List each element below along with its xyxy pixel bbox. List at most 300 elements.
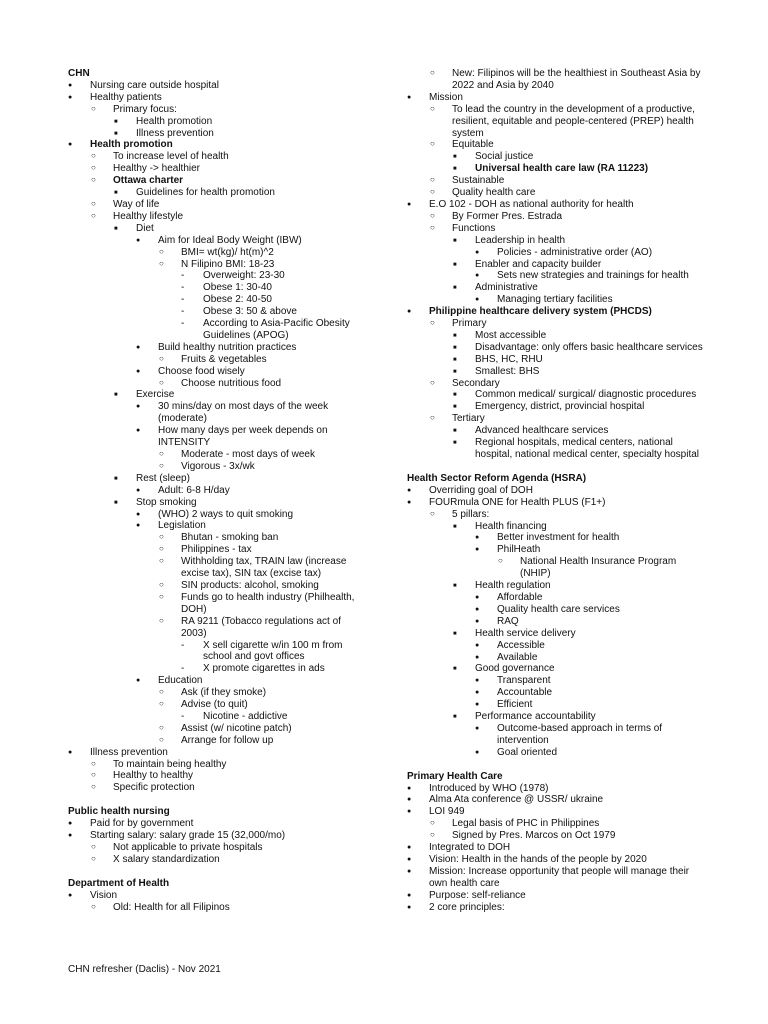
item-text: Guidelines for health promotion xyxy=(136,187,275,199)
bullet-circle-icon xyxy=(159,259,173,271)
list-item xyxy=(68,449,368,461)
item-text: 5 pillars: xyxy=(452,508,490,520)
list-item xyxy=(68,294,368,306)
item-text: Funds go to health industry (Philhealth, DOH) xyxy=(181,591,355,615)
list-item xyxy=(407,223,707,235)
bullet-dash-icon xyxy=(181,640,195,652)
section-heading xyxy=(68,806,368,818)
list-item xyxy=(68,187,368,199)
list-item xyxy=(68,199,368,211)
list-item xyxy=(407,92,707,104)
item-text: Healthy patients xyxy=(90,91,162,103)
item-text: Goal oriented xyxy=(497,746,558,758)
list-item xyxy=(407,866,707,890)
list-item xyxy=(407,842,707,854)
list-item xyxy=(407,139,707,151)
bullet-circle-icon xyxy=(91,759,105,771)
item-text: Arrange for follow up xyxy=(181,734,274,746)
list-item xyxy=(407,401,707,413)
list-item xyxy=(407,509,707,521)
section-gap xyxy=(407,461,707,473)
item-text: Healthy -> healthier xyxy=(113,163,200,175)
item-text: Exercise xyxy=(136,389,175,401)
list-item xyxy=(68,818,368,830)
list-item xyxy=(407,437,707,461)
list-item xyxy=(407,68,707,92)
list-item xyxy=(68,80,368,92)
bullet-circle-icon xyxy=(430,413,444,425)
item-text: Overweight: 23-30 xyxy=(203,270,285,282)
list-item xyxy=(407,294,707,306)
bullet-circle-icon xyxy=(159,580,173,592)
list-item xyxy=(407,747,707,759)
item-text: Philippine healthcare delivery system (PHCDS) xyxy=(429,306,652,318)
list-item xyxy=(68,366,368,378)
list-item xyxy=(68,318,368,342)
list-item xyxy=(68,770,368,782)
bullet-circle-icon xyxy=(430,187,444,199)
list-item xyxy=(407,104,707,140)
list-item xyxy=(68,282,368,294)
bullet-dash-icon xyxy=(181,270,195,282)
bullet-dash-icon xyxy=(181,663,195,675)
item-text: Accessible xyxy=(497,639,545,651)
list-item xyxy=(68,663,368,675)
list-item xyxy=(407,580,707,592)
list-item xyxy=(407,818,707,830)
item-text: Primary Health Care xyxy=(407,770,503,782)
item-text: To maintain being healthy xyxy=(113,758,227,770)
list-item xyxy=(68,830,368,842)
item-text: Healthy lifestyle xyxy=(113,210,184,222)
item-text: Most accessible xyxy=(475,329,547,341)
list-item xyxy=(407,532,707,544)
list-item xyxy=(68,139,368,151)
bullet-disc-icon xyxy=(407,866,421,879)
list-item xyxy=(68,616,368,640)
item-text: Transparent xyxy=(497,675,551,687)
bullet-circle-icon xyxy=(430,318,444,330)
section-gap xyxy=(407,759,707,771)
item-text: Common medical/ surgical/ diagnostic procedures xyxy=(475,389,697,401)
bullet-dash-icon xyxy=(181,711,195,723)
item-text: Diet xyxy=(136,222,154,234)
list-item xyxy=(407,806,707,818)
list-item xyxy=(68,485,368,497)
list-item xyxy=(68,211,368,223)
list-item xyxy=(407,330,707,342)
bullet-circle-icon xyxy=(91,842,105,854)
list-item xyxy=(68,425,368,449)
list-item xyxy=(68,675,368,687)
item-text: Health regulation xyxy=(475,580,551,592)
item-text: SIN products: alcohol, smoking xyxy=(181,579,319,591)
item-text: Vision xyxy=(90,889,118,901)
bullet-square-icon xyxy=(453,437,467,451)
item-text: 2 core principles: xyxy=(429,901,505,913)
list-item xyxy=(68,699,368,711)
bullet-circle-icon xyxy=(159,616,173,628)
list-item xyxy=(68,104,368,116)
item-text: (WHO) 2 ways to quit smoking xyxy=(158,508,294,520)
list-item xyxy=(407,247,707,259)
item-text: Legislation xyxy=(158,520,206,532)
list-item xyxy=(407,604,707,616)
item-text: How many days per week depends on INTENSITY xyxy=(158,425,328,449)
item-text: Paid for by government xyxy=(90,818,194,830)
list-item xyxy=(68,640,368,664)
item-text: Quality health care xyxy=(452,187,536,199)
item-text: According to Asia-Pacific Obesity Guidelines (APOG) xyxy=(203,318,350,341)
list-item xyxy=(68,556,368,580)
bullet-circle-icon xyxy=(159,723,173,735)
bullet-disc-icon xyxy=(136,401,150,414)
list-item xyxy=(68,747,368,759)
item-text: Aim for Ideal Body Weight (IBW) xyxy=(158,234,302,246)
item-text: Regional hospitals, medical centers, national hospital, national medical center, specialty hospital xyxy=(475,437,700,460)
bullet-dash-icon xyxy=(181,282,195,294)
item-text: Emergency, district, provincial hospital xyxy=(475,401,645,413)
item-text: Fruits & vegetables xyxy=(181,353,267,365)
list-item xyxy=(68,175,368,187)
bullet-circle-icon xyxy=(430,378,444,390)
item-text: BMI= wt(kg)/ ht(m)^2 xyxy=(181,246,274,258)
list-item xyxy=(407,675,707,687)
list-item xyxy=(407,854,707,866)
list-item xyxy=(407,163,707,175)
bullet-circle-icon xyxy=(159,354,173,366)
item-text: Tertiary xyxy=(452,413,485,425)
item-text: PhilHeath xyxy=(497,544,541,556)
list-item xyxy=(407,902,707,914)
bullet-circle-icon xyxy=(91,211,105,223)
bullet-circle-icon xyxy=(159,556,173,568)
list-item xyxy=(407,794,707,806)
list-item xyxy=(407,306,707,318)
item-text: FOURmula ONE for Health PLUS (F1+) xyxy=(429,496,606,508)
item-text: Outcome-based approach in terms of intervention xyxy=(497,722,663,746)
item-text: Equitable xyxy=(452,139,494,151)
list-item xyxy=(407,389,707,401)
list-item xyxy=(407,282,707,294)
list-item xyxy=(68,520,368,532)
list-item xyxy=(68,259,368,271)
item-text: Illness prevention xyxy=(90,746,168,758)
bullet-circle-icon xyxy=(430,139,444,151)
list-item xyxy=(68,270,368,282)
bullet-circle-icon xyxy=(430,175,444,187)
bullet-circle-icon xyxy=(430,830,444,842)
bullet-circle-icon xyxy=(91,163,105,175)
item-text: Education xyxy=(158,675,203,687)
item-text: Moderate - most days of week xyxy=(181,449,315,460)
list-item xyxy=(68,235,368,247)
item-text: X salary standardization xyxy=(113,853,220,865)
item-text: Mission xyxy=(429,91,463,103)
item-text: Signed by Pres. Marcos on Oct 1979 xyxy=(452,830,616,842)
list-item xyxy=(407,270,707,282)
item-text: Mission: Increase opportunity that people will manage their own health care xyxy=(429,865,690,889)
bullet-circle-icon xyxy=(159,592,173,604)
page-footer: CHN refresher (Daclis) - Nov 2021 xyxy=(68,964,221,975)
list-item xyxy=(68,151,368,163)
item-text: Health Sector Reform Agenda (HSRA) xyxy=(407,472,587,484)
item-text: Administrative xyxy=(475,282,538,294)
list-item xyxy=(407,259,707,271)
list-item xyxy=(68,163,368,175)
bullet-circle-icon xyxy=(159,449,173,461)
item-text: RA 9211 (Tobacco regulations act of 2003) xyxy=(181,615,341,639)
list-item xyxy=(68,247,368,259)
list-item xyxy=(407,699,707,711)
item-text: Good governance xyxy=(475,663,555,675)
list-item xyxy=(68,532,368,544)
item-text: Bhutan - smoking ban xyxy=(181,532,279,544)
item-text: New: Filipinos will be the healthiest in Southeast Asia by 2022 and Asia by 2040 xyxy=(452,68,701,91)
item-text: Not applicable to private hospitals xyxy=(113,842,263,853)
list-item xyxy=(68,687,368,699)
list-item xyxy=(407,378,707,390)
item-text: Public health nursing xyxy=(68,806,170,818)
item-text: Health promotion xyxy=(90,139,173,151)
item-text: Affordable xyxy=(497,591,543,603)
bullet-dash-icon xyxy=(181,294,195,306)
item-text: Health promotion xyxy=(136,115,213,127)
bullet-disc-icon xyxy=(136,425,150,438)
item-text: Efficient xyxy=(497,699,533,711)
list-item xyxy=(407,497,707,509)
list-item xyxy=(407,342,707,354)
list-item xyxy=(68,842,368,854)
item-text: Advise (to quit) xyxy=(181,699,248,711)
section-heading xyxy=(407,771,707,783)
bullet-circle-icon xyxy=(91,104,105,116)
item-text: Social justice xyxy=(475,151,534,163)
item-text: By Former Pres. Estrada xyxy=(452,210,563,222)
list-item xyxy=(407,211,707,223)
item-text: Available xyxy=(497,651,538,663)
item-text: Illness prevention xyxy=(136,127,214,139)
item-text: Specific protection xyxy=(113,782,195,794)
list-item xyxy=(68,378,368,390)
item-text: Universal health care law (RA 11223) xyxy=(475,163,649,175)
section-heading xyxy=(68,878,368,890)
list-item xyxy=(407,544,707,556)
list-item xyxy=(68,711,368,723)
item-text: CHN xyxy=(68,68,90,79)
item-text: Nursing care outside hospital xyxy=(90,79,219,91)
item-text: Way of life xyxy=(113,198,160,210)
item-text: Assist (w/ nicotine patch) xyxy=(181,722,292,734)
item-text: Overriding goal of DOH xyxy=(429,484,533,496)
item-text: Alma Ata conference @ USSR/ ukraine xyxy=(429,794,604,806)
list-item xyxy=(68,723,368,735)
item-text: Health financing xyxy=(475,520,547,532)
list-item xyxy=(68,902,368,914)
item-text: LOI 949 xyxy=(429,806,465,818)
list-item xyxy=(407,485,707,497)
list-item xyxy=(407,652,707,664)
item-text: Policies - administrative order (AO) xyxy=(497,246,653,258)
item-text: Functions xyxy=(452,222,496,234)
item-text: 30 mins/day on most days of the week (moderate) xyxy=(158,401,329,425)
list-item xyxy=(68,497,368,509)
list-item xyxy=(68,759,368,771)
item-text: Performance accountability xyxy=(475,711,596,723)
item-text: Obese 3: 50 & above xyxy=(203,306,297,318)
list-item xyxy=(407,521,707,533)
item-text: To increase level of health xyxy=(113,151,229,163)
list-item xyxy=(68,389,368,401)
list-item xyxy=(68,782,368,794)
item-text: Quality health care services xyxy=(497,603,620,615)
list-item xyxy=(68,890,368,902)
list-item xyxy=(407,354,707,366)
bullet-circle-icon xyxy=(430,68,444,80)
item-text: Ottawa charter xyxy=(113,175,184,187)
list-item xyxy=(68,128,368,140)
item-text: National Health Insurance Program (NHIP) xyxy=(520,556,677,580)
item-text: Adult: 6-8 H/day xyxy=(158,484,230,496)
list-item xyxy=(407,592,707,604)
bullet-circle-icon xyxy=(91,199,105,211)
bullet-circle-icon xyxy=(159,735,173,747)
item-text: E.O 102 - DOH as national authority for health xyxy=(429,198,634,210)
list-item xyxy=(407,175,707,187)
list-item xyxy=(407,628,707,640)
list-item xyxy=(407,235,707,247)
item-text: Healthy to healthy xyxy=(113,770,194,782)
bullet-circle-icon xyxy=(159,699,173,711)
bullet-circle-icon xyxy=(159,247,173,259)
bullet-circle-icon xyxy=(91,151,105,163)
bullet-circle-icon xyxy=(430,211,444,223)
list-item xyxy=(68,509,368,521)
item-text: Department of Health xyxy=(68,877,170,889)
item-text: Withholding tax, TRAIN law (increase excise tax), SIN tax (excise tax) xyxy=(181,556,347,580)
item-text: Obese 2: 40-50 xyxy=(203,294,272,306)
item-text: Choose nutritious food xyxy=(181,377,282,389)
list-item xyxy=(68,116,368,128)
list-item xyxy=(407,413,707,425)
item-text: N Filipino BMI: 18-23 xyxy=(181,258,275,270)
list-item xyxy=(68,354,368,366)
list-item xyxy=(68,306,368,318)
list-item xyxy=(407,663,707,675)
item-text: Enabler and capacity builder xyxy=(475,258,602,270)
item-text: Disadvantage: only offers basic healthcare services xyxy=(475,341,703,353)
item-text: X sell cigarette w/in 100 m from school and govt offices xyxy=(203,639,343,663)
bullet-circle-icon xyxy=(91,782,105,794)
item-text: To lead the country in the development of a productive, resilient, equitable and people-centered (PREP) health system xyxy=(452,103,695,139)
item-text: Nicotine - addictive xyxy=(203,710,288,722)
list-item xyxy=(68,580,368,592)
section-gap xyxy=(68,866,368,878)
item-text: Stop smoking xyxy=(136,496,197,508)
item-text: Sustainable xyxy=(452,175,505,187)
list-item xyxy=(407,640,707,652)
list-item xyxy=(407,556,707,580)
item-text: Introduced by WHO (1978) xyxy=(429,782,549,794)
item-text: Vigorous - 3x/wk xyxy=(181,460,255,472)
item-text: Health service delivery xyxy=(475,627,576,639)
item-text: Sets new strategies and trainings for health xyxy=(497,270,689,282)
bullet-circle-icon xyxy=(430,223,444,235)
item-text: Old: Health for all Filipinos xyxy=(113,901,230,913)
bullet-circle-icon xyxy=(430,104,444,116)
list-item xyxy=(407,199,707,211)
item-text: Build healthy nutrition practices xyxy=(158,341,297,353)
item-text: Accountable xyxy=(497,687,553,699)
list-item xyxy=(68,473,368,485)
item-text: Obese 1: 30-40 xyxy=(203,282,272,294)
item-text: Primary xyxy=(452,318,487,330)
bullet-circle-icon xyxy=(159,687,173,699)
list-item xyxy=(68,401,368,425)
item-text: Primary focus: xyxy=(113,103,177,115)
list-item xyxy=(68,544,368,556)
list-item xyxy=(68,592,368,616)
bullet-circle-icon xyxy=(91,770,105,782)
bullet-circle-icon xyxy=(159,532,173,544)
bullet-circle-icon xyxy=(91,902,105,914)
item-text: X promote cigarettes in ads xyxy=(203,663,325,675)
item-text: Secondary xyxy=(452,377,500,389)
item-text: RAQ xyxy=(497,615,519,627)
left-column xyxy=(68,68,368,914)
bullet-circle-icon xyxy=(159,378,173,390)
bullet-circle-icon xyxy=(159,544,173,556)
bullet-circle-icon xyxy=(159,461,173,473)
item-text: Advanced healthcare services xyxy=(475,425,609,437)
item-text: Rest (sleep) xyxy=(136,472,190,484)
list-item xyxy=(407,723,707,747)
list-item xyxy=(407,616,707,628)
list-item xyxy=(407,187,707,199)
list-item xyxy=(407,366,707,378)
item-text: Managing tertiary facilities xyxy=(497,294,613,306)
item-text: Smallest: BHS xyxy=(475,365,540,377)
bullet-circle-icon xyxy=(430,818,444,830)
bullet-dash-icon xyxy=(181,318,195,330)
section-heading xyxy=(68,68,368,80)
bullet-disc-icon xyxy=(475,723,489,736)
list-item xyxy=(407,425,707,437)
bullet-circle-icon xyxy=(91,175,105,187)
bullet-circle-icon xyxy=(430,509,444,521)
list-item xyxy=(68,223,368,235)
item-text: Leadership in health xyxy=(475,234,566,246)
bullet-disc-icon xyxy=(407,902,421,915)
list-item xyxy=(407,318,707,330)
list-item xyxy=(68,854,368,866)
list-item xyxy=(407,783,707,795)
list-item xyxy=(407,151,707,163)
item-text: Starting salary: salary grade 15 (32,000/mo) xyxy=(90,830,286,842)
list-item xyxy=(68,735,368,747)
bullet-circle-icon xyxy=(498,556,512,568)
item-text: Purpose: self-reliance xyxy=(429,889,526,901)
item-text: Legal basis of PHC in Philippines xyxy=(452,818,600,830)
list-item xyxy=(407,830,707,842)
list-item xyxy=(68,92,368,104)
item-text: Integrated to DOH xyxy=(429,842,511,854)
item-text: Philippines - tax xyxy=(181,544,252,556)
item-text: Better investment for health xyxy=(497,532,620,544)
right-column xyxy=(407,68,707,914)
section-gap xyxy=(68,794,368,806)
list-item xyxy=(68,461,368,473)
